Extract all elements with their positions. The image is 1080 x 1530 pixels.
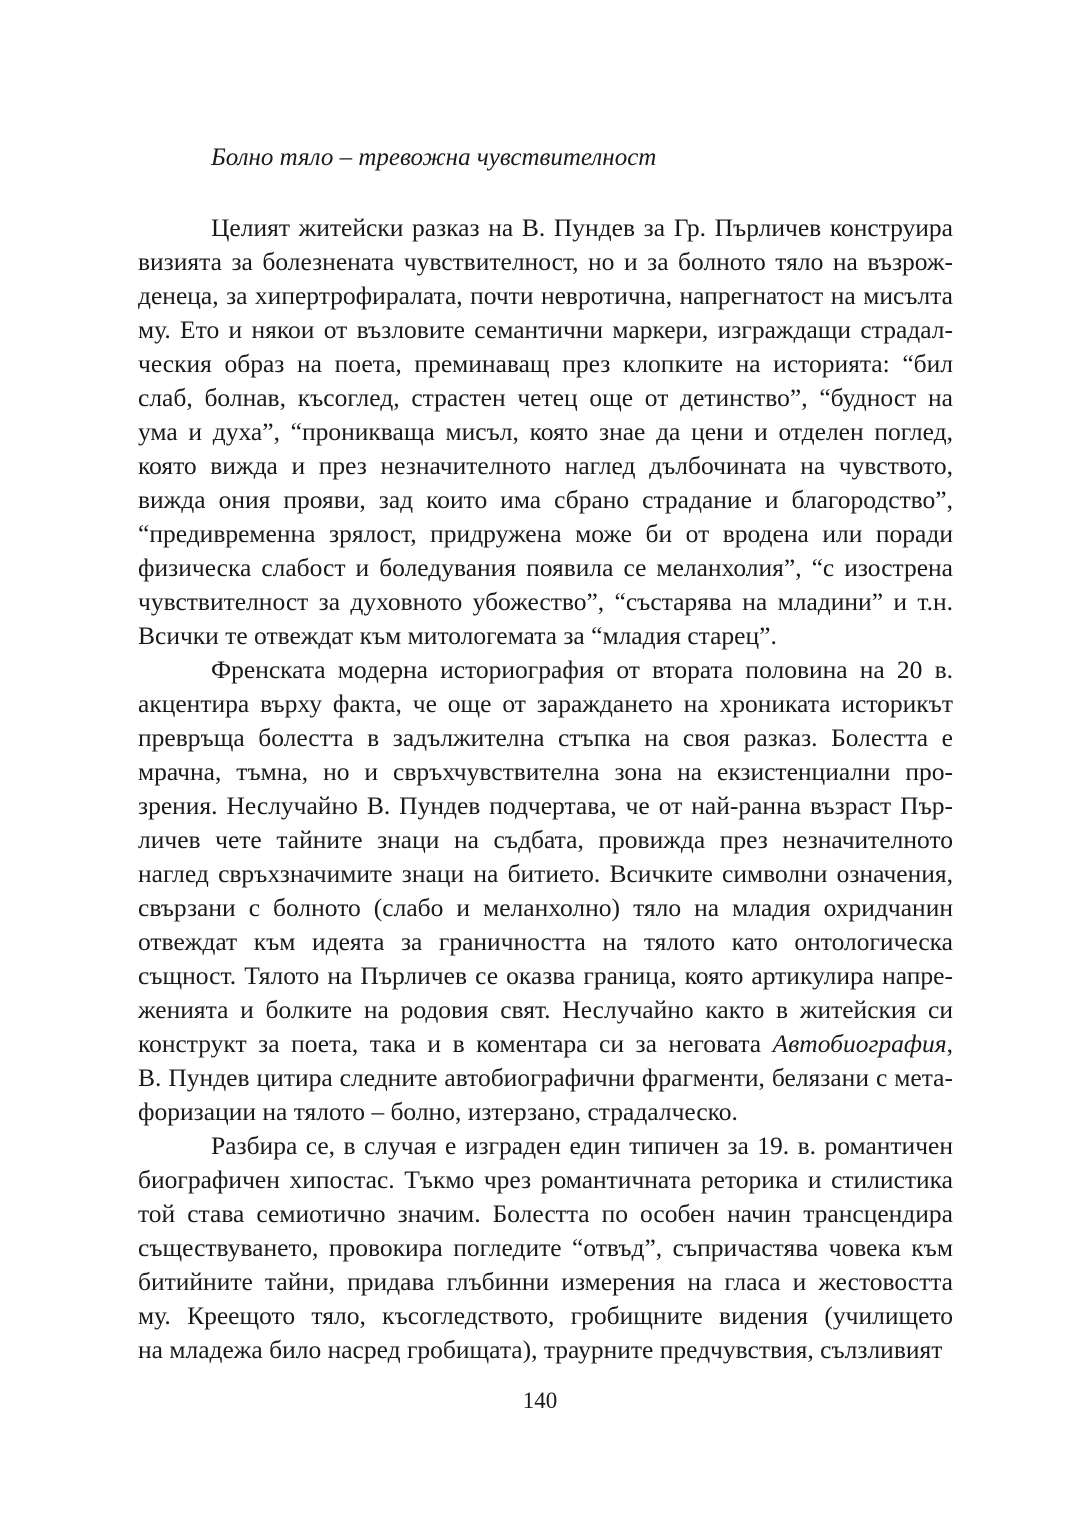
text-line: денеца, за хипертрофиралата, почти невротична, напрегнатост на мисълта xyxy=(138,281,953,310)
text-line: акцентира върху факта, че още от зараждането на хрониката историкът xyxy=(138,689,953,718)
text-line: “предивременна зрялост, придружена може би от вродена или поради xyxy=(138,519,953,548)
section-heading: Болно тяло – тревожна чувствителност xyxy=(211,144,657,171)
page-number: 140 xyxy=(522,1388,558,1413)
text-line: биографичен хипостас. Тъкмо чрез романтичната реторика и стилистика xyxy=(138,1165,953,1194)
paragraph xyxy=(138,1129,953,1367)
paragraph xyxy=(138,211,953,653)
text-line: битийните тайни, придава глъбинни измерения на гласа и жестовостта xyxy=(138,1267,953,1296)
text-line: вижда ония прояви, зад които има сбрано страдание и благородство”, xyxy=(138,485,953,514)
text-line: която вижда и през незначителното наглед дълбочината на чувството, xyxy=(138,451,953,480)
text-line: Френската модерна историография от втората половина на 20 в. xyxy=(211,655,953,684)
text-line: зрения. Неслучайно В. Пундев подчертава, че от най-ранна възраст Пър- xyxy=(138,791,953,820)
body-text xyxy=(138,211,953,1367)
text-line: личев чете тайните знаци на съдбата, провижда през незначителното xyxy=(138,825,953,854)
italic-title: Автобиография xyxy=(772,1029,947,1058)
text-line: свързани с болното (слабо и меланхолно) тяло на младия охридчанин xyxy=(138,893,953,922)
text-line: превръща болестта в задължителна стъпка на своя разказ. Болестта е xyxy=(138,723,953,752)
text-line: на младежа било насред гробищата), траурните предчувствия, сълзливият xyxy=(138,1335,943,1364)
text-line: ческия образ на поета, преминаващ през клопките на историята: “бил xyxy=(138,349,953,378)
text-line: форизации на тялото – болно, изтерзано, страдалческо. xyxy=(138,1097,738,1126)
paragraph xyxy=(138,653,953,1129)
text-line: съществуването, провокира погледите “отвъд”, съпричастява човека към xyxy=(138,1233,953,1262)
text-line: Целият житейски разказ на В. Пундев за Гр. Пърличев конструира xyxy=(211,213,953,242)
text-line: Разбира се, в случая е изграден един типичен за 19. в. романтичен xyxy=(211,1131,953,1160)
text-line: женията и болките на родовия свят. Неслучайно както в житейския си xyxy=(138,995,953,1024)
text-line: физическа слабост и боледувания появила се меланхолия”, “с изострена xyxy=(138,553,953,582)
text-line: той става семиотично значим. Болестта по особен начин трансцендира xyxy=(138,1199,953,1228)
text-line: мрачна, тъмна, но и свръхчувствителна зона на екзистенциални про- xyxy=(138,757,953,786)
text-line: му. Ето и някои от възловите семантични маркери, изграждащи страдал- xyxy=(138,315,953,344)
text-line: Всички те отвеждат към митологемата за “младия старец”. xyxy=(138,621,777,650)
text-line: В. Пундев цитира следните автобиографични фрагменти, белязани с мета- xyxy=(138,1063,953,1092)
text-line: същност. Тялото на Пърличев се оказва граница, която артикулира напре- xyxy=(138,961,953,990)
text-line: чувствителност за духовното убожество”, “състарява на младини” и т.н. xyxy=(138,587,953,616)
text-line: отвеждат към идеята за граничността на тялото като онтологическа xyxy=(138,927,953,956)
text-line: визията за болезнената чувствителност, но и за болното тяло на възрож- xyxy=(138,247,953,276)
text-line: ума и духа”, “проникваща мисъл, която знае да цени и отделен поглед, xyxy=(138,417,953,446)
text-line: му. Креещото тяло, късогледството, гробищните видения (училището xyxy=(138,1301,953,1330)
text-line: конструкт за поета, така и в коментара си за неговата Автобиография, xyxy=(138,1029,953,1058)
text-line: слаб, болнав, късоглед, страстен четец още от детинство”, “будност на xyxy=(138,383,953,412)
text-line: наглед свръхзначимите знаци на битието. Всичките символни означения, xyxy=(138,859,953,888)
